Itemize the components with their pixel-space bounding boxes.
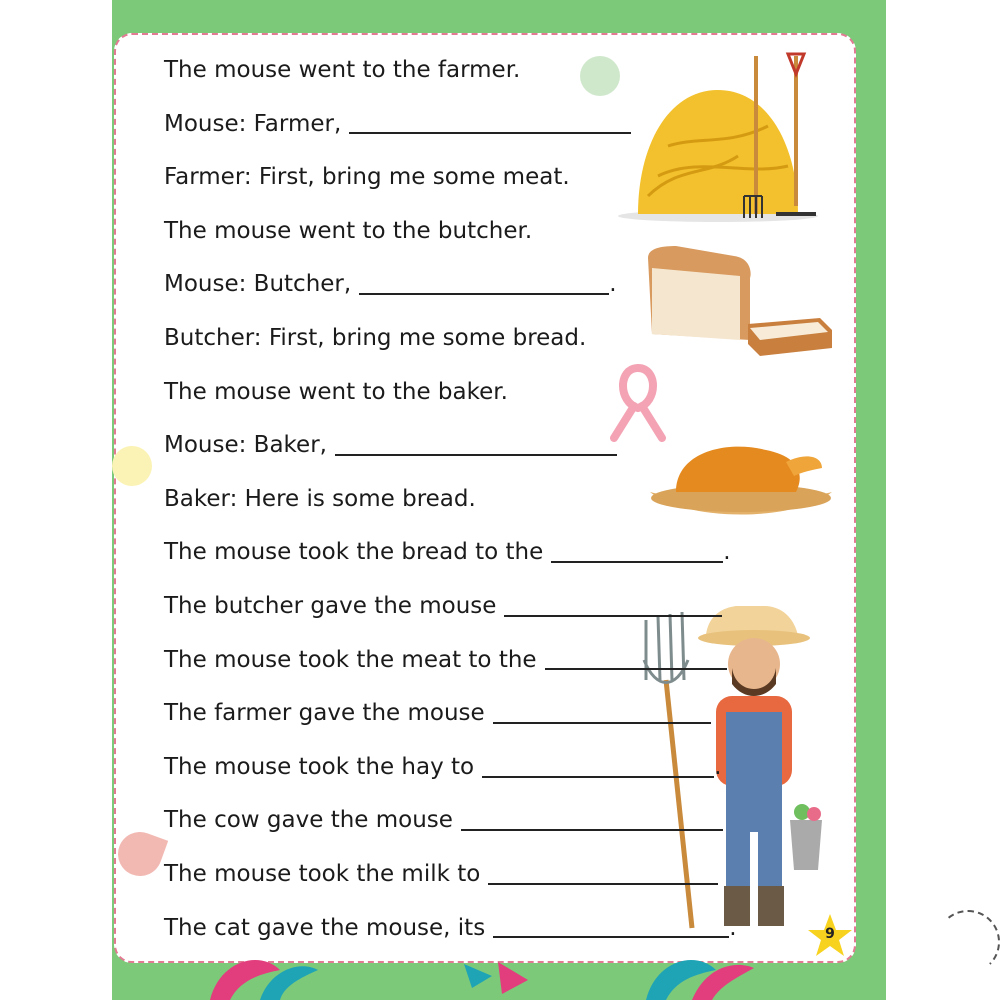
line-text: Mouse: Butcher,	[164, 271, 352, 298]
worksheet-line	[164, 205, 764, 259]
answer-blank[interactable]	[359, 275, 609, 295]
answer-blank[interactable]	[461, 811, 723, 831]
line-text: Mouse: Baker,	[164, 432, 327, 459]
line-text: The mouse took the hay to	[164, 753, 475, 780]
answer-blank[interactable]	[493, 704, 711, 724]
worksheet-line	[164, 741, 764, 795]
worksheet-line	[164, 419, 764, 473]
worksheet-line	[164, 258, 764, 312]
bottom-splash-right-icon	[636, 950, 756, 1000]
dotted-curve-icon	[936, 910, 1000, 974]
worksheet-line	[164, 848, 764, 902]
worksheet-line	[164, 902, 764, 956]
answer-blank[interactable]	[335, 436, 617, 456]
page-number: 9	[825, 926, 835, 942]
answer-blank[interactable]	[488, 865, 718, 885]
worksheet-line	[164, 580, 764, 634]
worksheet-line	[164, 98, 764, 152]
line-end-punctuation: .	[723, 539, 731, 566]
bottom-splash-left-icon	[200, 950, 320, 1000]
answer-blank[interactable]	[551, 543, 723, 563]
line-text: Baker: Here is some bread.	[164, 485, 476, 512]
line-end-punctuation: .	[714, 753, 722, 780]
bottom-arrows-icon	[462, 958, 532, 998]
line-text: The cow gave the mouse	[164, 807, 453, 834]
line-text: Farmer: First, bring me some meat.	[164, 164, 570, 191]
line-text: The mouse took the bread to the	[164, 539, 544, 566]
line-text: The butcher gave the mouse	[164, 592, 497, 619]
worksheet-line	[164, 526, 764, 580]
line-text: Butcher: First, bring me some bread.	[164, 324, 587, 351]
line-text: The farmer gave the mouse	[164, 700, 485, 727]
answer-blank[interactable]	[482, 758, 714, 778]
answer-blank[interactable]	[545, 650, 727, 670]
worksheet-line	[164, 473, 764, 527]
answer-blank[interactable]	[493, 918, 729, 938]
worksheet-lines	[164, 44, 764, 955]
line-text: Mouse: Farmer,	[164, 110, 342, 137]
line-text: The cat gave the mouse, its	[164, 914, 486, 941]
worksheet-line	[164, 794, 764, 848]
worksheet-line	[164, 687, 764, 741]
worksheet-line	[164, 151, 764, 205]
worksheet-line	[164, 44, 764, 98]
yellow-dot-icon	[112, 446, 152, 486]
line-text: The mouse went to the butcher.	[164, 217, 533, 244]
line-text: The mouse went to the farmer.	[164, 57, 521, 83]
worksheet-line	[164, 312, 764, 366]
line-text: The mouse took the milk to	[164, 860, 481, 887]
line-text: The mouse took the meat to the	[164, 646, 537, 673]
line-end-punctuation: .	[729, 914, 737, 941]
worksheet-line	[164, 634, 764, 688]
answer-blank[interactable]	[349, 114, 631, 134]
worksheet-line	[164, 366, 764, 420]
line-end-punctuation: .	[609, 271, 617, 298]
line-text: The mouse went to the baker.	[164, 378, 508, 405]
answer-blank[interactable]	[504, 597, 722, 617]
